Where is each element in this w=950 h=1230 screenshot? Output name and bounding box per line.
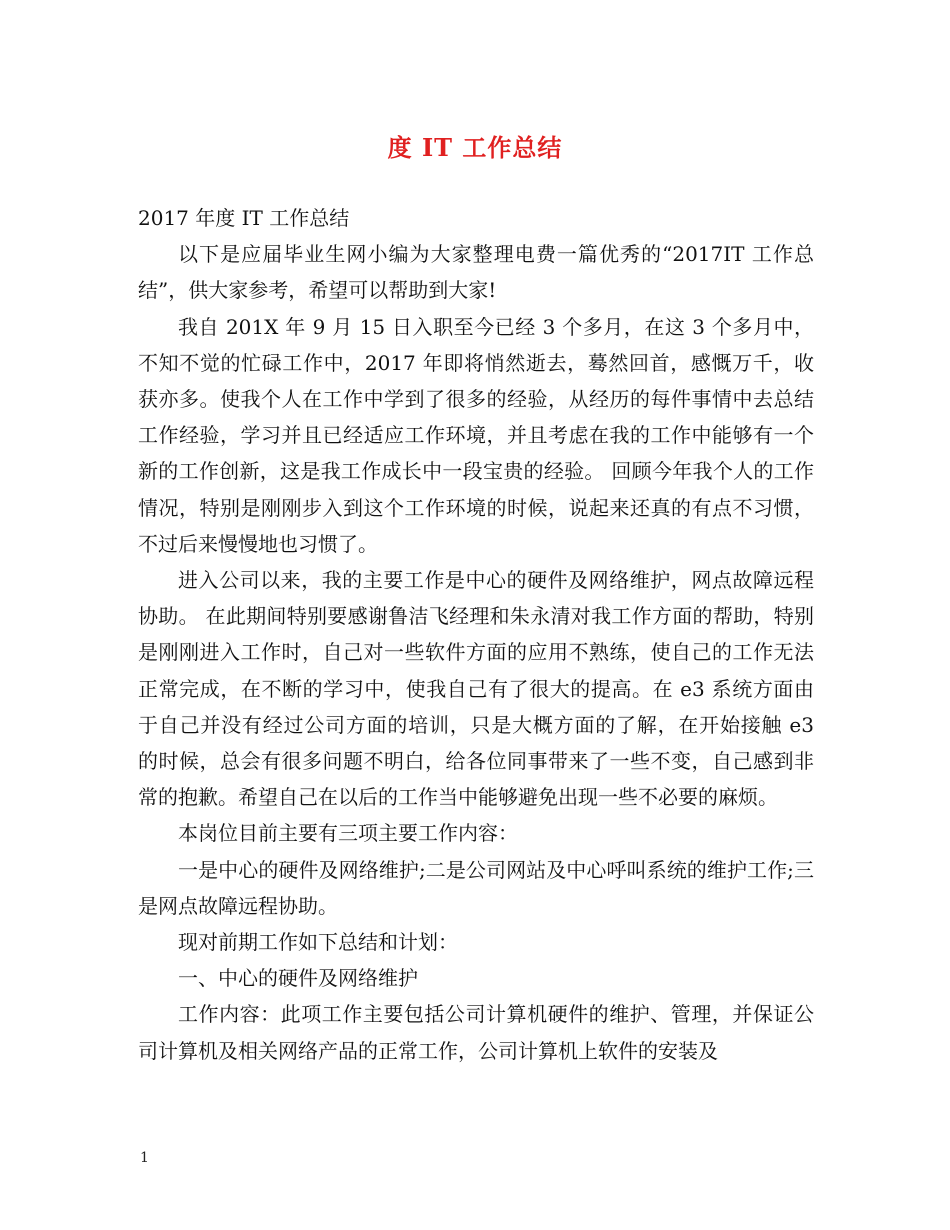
body-paragraph: 我自 201X 年 9 月 15 日入职至今已经 3 个多月，在这 3 个多月中，不知不觉的忙碌工作中，2017 年即将悄然逝去，蓦然回首，感慨万千，收获亦多。使我个人在工作中学到了很多的经验，从经历的每件事情中去总结工作经验，学习并且已经适应工作环境，并且考虑在我的工作中能够有一个新的工作创新，这是我工作成长中一段宝贵的经验。 回顾今年我个人的工作情况，特别是刚刚步入到这个工作环境的时候，说起来还真的有点不习惯，不过后来慢慢地也习惯了。 (138, 314, 814, 556)
document-body (138, 200, 814, 1069)
section-heading: 一、中心的硬件及网络维护 (178, 966, 418, 991)
body-paragraph: 现对前期工作如下总结和计划： (178, 930, 458, 955)
subtitle-paragraph: 2017 年度 IT 工作总结 (138, 206, 350, 230)
intro-paragraph: 以下是应届毕业生网小编为大家整理电费一篇优秀的“2017IT 工作总结”，供大家参考，希望可以帮助到大家! (138, 242, 814, 303)
document-title: 度 IT 工作总结 (387, 133, 563, 162)
body-paragraph: 进入公司以来，我的主要工作是中心的硬件及网络维护，网点故障远程协助。 在此期间特别要感谢鲁洁飞经理和朱永清对我工作方面的帮助，特别是刚刚进入工作时，自己对一些软件方面的应用不熟练，使自己的工作无法正常完成，在不断的学习中，使我自己有了很大的提高。在 e3 系统方面由于自己并没有经过公司方面的培训，只是大概方面的了解，在开始接触 e3 的时候，总会有很多问题不明白，给各位同事带来了一些不变，自己感到非常的抱歉。希望自己在以后的工作当中能够避免出现一些不必要的麻烦。 (138, 568, 814, 810)
body-paragraph: 本岗位目前主要有三项主要工作内容： (178, 821, 518, 846)
body-paragraph: 工作内容：此项工作主要包括公司计算机硬件的维护、管理，并保证公司计算机及相关网络产品的正常工作，公司计算机上软件的安装及 (138, 1002, 814, 1063)
page-number: 1 (140, 1150, 149, 1166)
body-paragraph: 一是中心的硬件及网络维护;二是公司网站及中心呼叫系统的维护工作;三是网点故障远程协助。 (138, 857, 814, 918)
